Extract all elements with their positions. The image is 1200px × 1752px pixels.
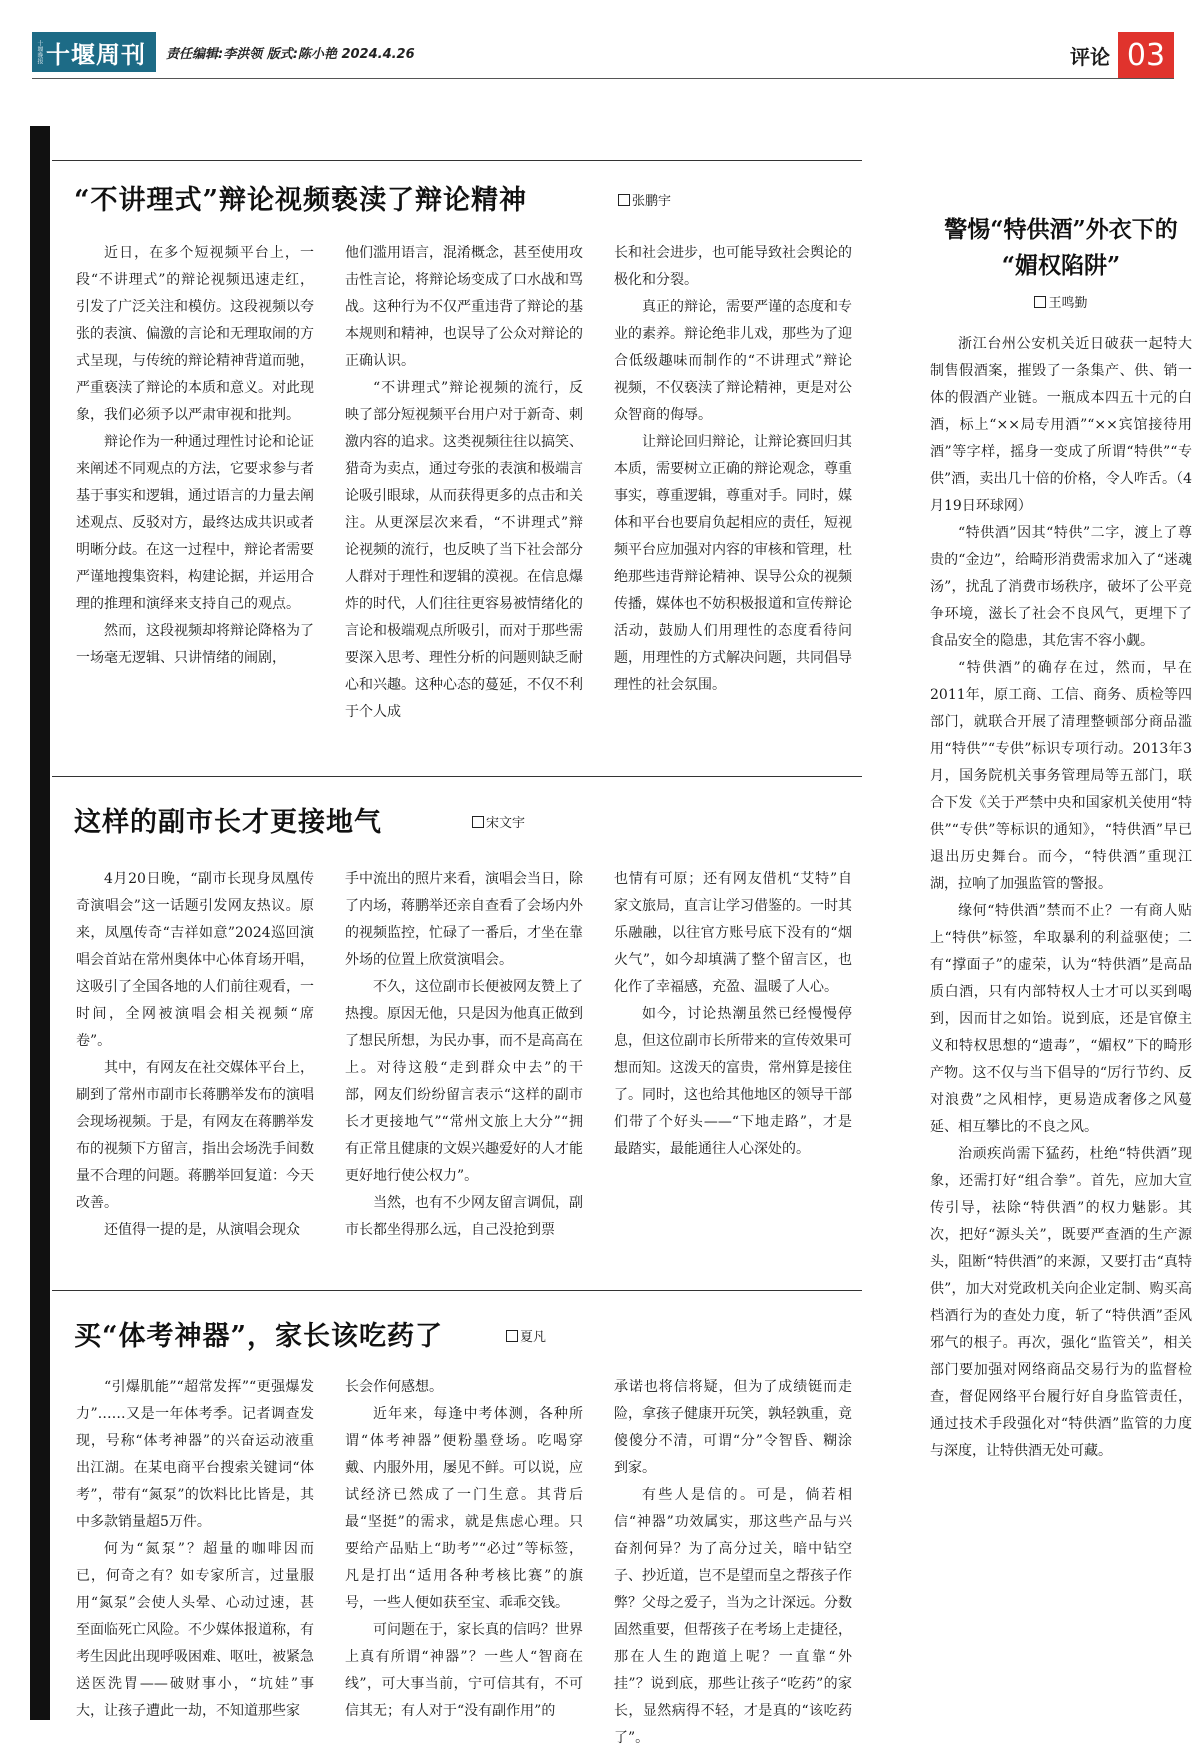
article-vice-mayor xyxy=(52,776,862,1286)
paragraph: 何为“氮泵”？超量的咖啡因而已，何奇之有？如专家所言，过量服用“氮泵”会使人头晕、心动过速，甚至面临死亡风险。不少媒体报道称，有考生因此出现呼吸困难、呕吐，被紧急送医洗胃——破财事小，“坑娃”事大，让孩子遭此一劫，不知道那些家 xyxy=(76,1541,314,1719)
paragraph: 承诺也将信将疑，但为了成绩铤而走险，拿孩子健康开玩笑，孰轻孰重，竟傻傻分不清，可谓“分”令智昏、糊涂到家。 xyxy=(614,1379,852,1476)
sidebar-article-special-liquor xyxy=(930,212,1192,1465)
sidebar-body xyxy=(930,331,1192,1465)
paragraph: 治顽疾尚需下猛药，杜绝“特供酒”现象，还需打好“组合拳”。首先，应加大宣传引导，祛除“特供酒”的权力魅影。其次，把好“源头关”，既要严查酒的生产源头，阻断“特供酒”的来源，又要打击“真特供”，加大对党政机关向企业定制、购买高档酒行为的查处力度，斩了“特供酒”歪风邪气的根子。再次，强化“监管关”，相关部门要加强对网络商品交易行为的监督检查，督促网络平台履行好自身监管责任，通过技术手段强化对“特供酒”监管的力度与深度，让特供酒无处可藏。 xyxy=(930,1146,1192,1459)
article-title: “不讲理式”辩论视频亵渎了辩论精神 xyxy=(74,185,528,216)
left-decor-bar xyxy=(30,126,50,1720)
masthead-logo xyxy=(32,32,156,72)
paragraph: 他们滥用语言，混淆概念，甚至使用攻击性言论，将辩论场变成了口水战和骂战。这种行为不仅严重违背了辩论的基本规则和精神，也误导了公众对辩论的正确认识。 xyxy=(345,245,583,369)
article-columns xyxy=(76,1374,852,1752)
masthead-small-text: 十堰晚报 xyxy=(36,40,43,64)
article-column xyxy=(76,240,314,726)
paragraph: 让辩论回归辩论，让辩论赛回归其本质，需要树立正确的辩论观念，尊重事实，尊重逻辑，尊重对手。同时，媒体和平台也要肩负起相应的责任，短视频平台应加强对内容的审核和管理，杜绝那些违背辩论精神、误导公众的视频传播，媒体也不妨积极报道和宣传辩论活动，鼓励人们用理性的态度看待问题，用理性的方式解决问题，共同倡导理性的社会氛围。 xyxy=(614,434,852,693)
article-author: 夏凡 xyxy=(520,1330,547,1345)
paragraph: 手中流出的照片来看，演唱会当日，除了内场，蒋鹏举还亲自查看了会场内外的视频监控，忙碌了一番后，才坐在靠外场的位置上欣赏演唱会。 xyxy=(345,871,583,968)
paragraph: 4月20日晚，“副市长现身凤凰传奇演唱会”这一话题引发网友热议。原来，凤凰传奇“吉祥如意”2024巡回演唱会首站在常州奥体中心体育场开唱，这吸引了全国各地的人们前往观看，一时间，全网被演唱会相关视频“席卷”。 xyxy=(76,871,314,1049)
article-columns xyxy=(76,240,852,726)
paragraph: 辩论作为一种通过理性讨论和论证来阐述不同观点的方法，它要求参与者基于事实和逻辑，通过语言的力量去阐述观点、反驳对方，最终达成共识或者明晰分歧。在这一过程中，辩论者需要严谨地搜集资料，构建论据，并运用合理的推理和演绎来支持自己的观点。 xyxy=(76,434,314,612)
sidebar-title-line2: “媚权陷阱” xyxy=(1001,252,1121,279)
article-divider xyxy=(52,776,862,777)
article-title: 这样的副市长才更接地气 xyxy=(74,807,382,838)
article-byline xyxy=(506,1326,546,1345)
editor-meta: 责任编辑:李洪领 版式:陈小艳 2024.4.26 xyxy=(166,46,415,62)
paragraph: 然而，这段视频却将辩论降格为了一场毫无逻辑、只讲情绪的闹剧， xyxy=(76,623,314,666)
paragraph: 不久，这位副市长便被网友赞上了热搜。原因无他，只是因为他真正做到了想民所想，为民办事，而不是高高在上。对待这般“走到群众中去”的干部，网友们纷纷留言表示“这样的副市长才更接地气”“常州文旅上大分”“拥有正常且健康的文娱兴趣爱好的人才能更好地行使公权力”。 xyxy=(345,979,583,1184)
section-label: 评论 xyxy=(1070,44,1110,69)
article-column xyxy=(76,1374,314,1752)
paragraph: 可问题在于，家长真的信吗？世界上真有所谓“神器”？一些人“智商在线”，可大事当前，宁可信其有，不可信其无；有人对于“没有副作用”的 xyxy=(345,1622,583,1719)
article-column xyxy=(345,1374,583,1752)
masthead-title: 十堰周刊 xyxy=(46,39,146,69)
paragraph: “特供酒”的确存在过，然而，早在2011年，原工商、工信、商务、质检等四部门，就联合开展了清理整顿部分商品滥用“特供”“专供”标识专项行动。2013年3月，国务院机关事务管理局等五部门，联合下发《关于严禁中央和国家机关使用“特供”“专供”等标识的通知》，“特供酒”早已退出历史舞台。而今，“特供酒”重现江湖，拉响了加强监管的警报。 xyxy=(930,660,1192,892)
paragraph: 真正的辩论，需要严谨的态度和专业的素养。辩论绝非儿戏，那些为了迎合低级趣味而制作的“不讲理式”辩论视频，不仅亵渎了辩论精神，更是对公众智商的侮辱。 xyxy=(614,299,852,423)
sidebar-byline xyxy=(930,292,1192,311)
paragraph: “不讲理式”辩论视频的流行，反映了部分短视频平台用户对于新奇、刺激内容的追求。这类视频往往以搞笑、猎奇为卖点，通过夸张的表演和极端言论吸引眼球，从而获得更多的点击和关注。从更深层次来看，“不讲理式”辩论视频的流行，也反映了当下社会部分人群对于理性和逻辑的漠视。在信息爆炸的时代，人们往往更容易被情绪化的言论和极端观点所吸引，而对于那些需要深入思考、理性分析的问题则缺乏耐心和兴趣。这种心态的蔓延，不仅不利于个人成 xyxy=(345,380,583,720)
article-divider xyxy=(52,1290,862,1291)
byline-box-icon xyxy=(1034,296,1046,308)
paragraph: 其中，有网友在社交媒体平台上，刷到了常州市副市长蒋鹏举发布的演唱会现场视频。于是，有网友在蒋鹏举发布的视频下方留言，指出会场洗手间数量不合理的问题。蒋鹏举回复道：今天改善。 xyxy=(76,1060,314,1211)
article-columns xyxy=(76,866,852,1244)
paragraph: 长和社会进步，也可能导致社会舆论的极化和分裂。 xyxy=(614,245,852,288)
paragraph: 也情有可原；还有网友借机“艾特”自家文旅局，直言让学习借鉴的。一时其乐融融，以往官方账号底下没有的“烟火气”，如今却填满了整个留言区，也化作了幸福感，充盈、温暖了人心。 xyxy=(614,871,852,995)
article-sports-exam xyxy=(52,1290,862,1746)
article-author: 宋文宇 xyxy=(486,816,526,831)
byline-box-icon xyxy=(506,1330,518,1342)
article-debate xyxy=(52,160,862,720)
paragraph: 当然，也有不少网友留言调侃，副市长都坐得那么远，自己没抢到票 xyxy=(345,1195,583,1238)
byline-box-icon xyxy=(618,194,630,206)
sidebar-title xyxy=(930,212,1192,284)
sidebar-author: 王鸣勤 xyxy=(1048,296,1088,311)
article-column xyxy=(614,240,852,726)
article-column xyxy=(345,240,583,726)
article-column xyxy=(345,866,583,1244)
sidebar-title-line1: 警惕“特供酒”外衣下的 xyxy=(944,216,1178,243)
paragraph: 长会作何感想。 xyxy=(345,1379,443,1395)
paragraph: 近年来，每逢中考体测，各种所谓“体考神器”便粉墨登场。吃喝穿戴、内服外用，屡见不鲜。可以说，应试经济已然成了一门生意。其背后最“坚挺”的需求，就是焦虑心理。只要给产品贴上“助考”“必过”等标签，凡是打出“适用各种考核比赛”的旗号，一些人便如获至宝、乖乖交钱。 xyxy=(345,1406,583,1611)
article-byline xyxy=(472,812,525,831)
paragraph: “特供酒”因其“特供”二字，渡上了尊贵的“金边”，给畸形消费需求加入了“迷魂汤”，扰乱了消费市场秩序，破坏了公平竞争环境，滋长了社会不良风气，更埋下了食品安全的隐患，其危害不容小觑。 xyxy=(930,525,1192,649)
paragraph: 有些人是信的。可是，倘若相信“神器”功效属实，那这些产品与兴奋剂何异？为了高分过关，暗中钻空子、抄近道，岂不是望而皇之帮孩子作弊？父母之爱子，当为之计深远。分数固然重要，但帮孩子在考场上走捷径，那在人生的跑道上呢？一直靠“外挂”？说到底，那些让孩子“吃药”的家长，显然病得不轻，才是真的“该吃药了”。 xyxy=(614,1487,852,1746)
paragraph: “引爆肌能”“超常发挥”“更强爆发力”……又是一年体考季。记者调查发现，号称“体考神器”的兴奋运动液重出江湖。在某电商平台搜索关键词“体考”，带有“氮泵”的饮料比比皆是，其中多款销量超5万件。 xyxy=(76,1379,314,1530)
article-title: 买“体考神器”，家长该吃药了 xyxy=(74,1321,444,1352)
page-number: 03 xyxy=(1118,32,1174,78)
paragraph: 浙江台州公安机关近日破获一起特大制售假酒案，摧毁了一条集产、供、销一体的假酒产业链。一瓶成本四五十元的白酒，标上“××局专用酒”“××宾馆接待用酒”等字样，摇身一变成了所谓“特供”“专供”酒，卖出几十倍的价格，令人咋舌。（4月19日环球网） xyxy=(930,336,1192,514)
article-byline xyxy=(618,190,671,209)
masthead xyxy=(32,32,415,72)
article-column xyxy=(614,1374,852,1752)
section-marker xyxy=(1070,32,1174,78)
paragraph: 近日，在多个短视频平台上，一段“不讲理式”的辩论视频迅速走红，引发了广泛关注和模仿。这段视频以夸张的表演、偏激的言论和无理取闹的方式呈现，与传统的辩论精神背道而驰，严重亵渎了辩论的本质和意义。对此现象，我们必须予以严肃审视和批判。 xyxy=(76,245,314,423)
paragraph: 还值得一提的是，从演唱会现众 xyxy=(104,1222,300,1238)
article-divider xyxy=(52,160,862,161)
paragraph: 如今，讨论热潮虽然已经慢慢停息，但这位副市长所带来的宣传效果可想而知。这泼天的富贵，常州算是接住了。同时，这也给其他地区的领导干部们带了个好头——“下地走路”，才是最踏实，最能通往人心深处的。 xyxy=(614,1006,852,1157)
article-column xyxy=(614,866,852,1244)
paragraph: 缘何“特供酒”禁而不止？一有商人贴上“特供”标签，牟取暴利的利益驱使；二有“撑面子”的虚荣，认为“特供酒”是高品质白酒，只有内部特权人士才可以买到喝到，因而甘之如饴。说到底，还是官僚主义和特权思想的“遗毒”，“媚权”下的畸形产物。这不仅与当下倡导的“厉行节约、反对浪费”之风相悖，更易造成奢侈之风蔓延、相互攀比的不良之风。 xyxy=(930,903,1192,1135)
article-column xyxy=(76,866,314,1244)
article-author: 张鹏宇 xyxy=(632,194,672,209)
header-divider xyxy=(32,78,1174,79)
byline-box-icon xyxy=(472,816,484,828)
